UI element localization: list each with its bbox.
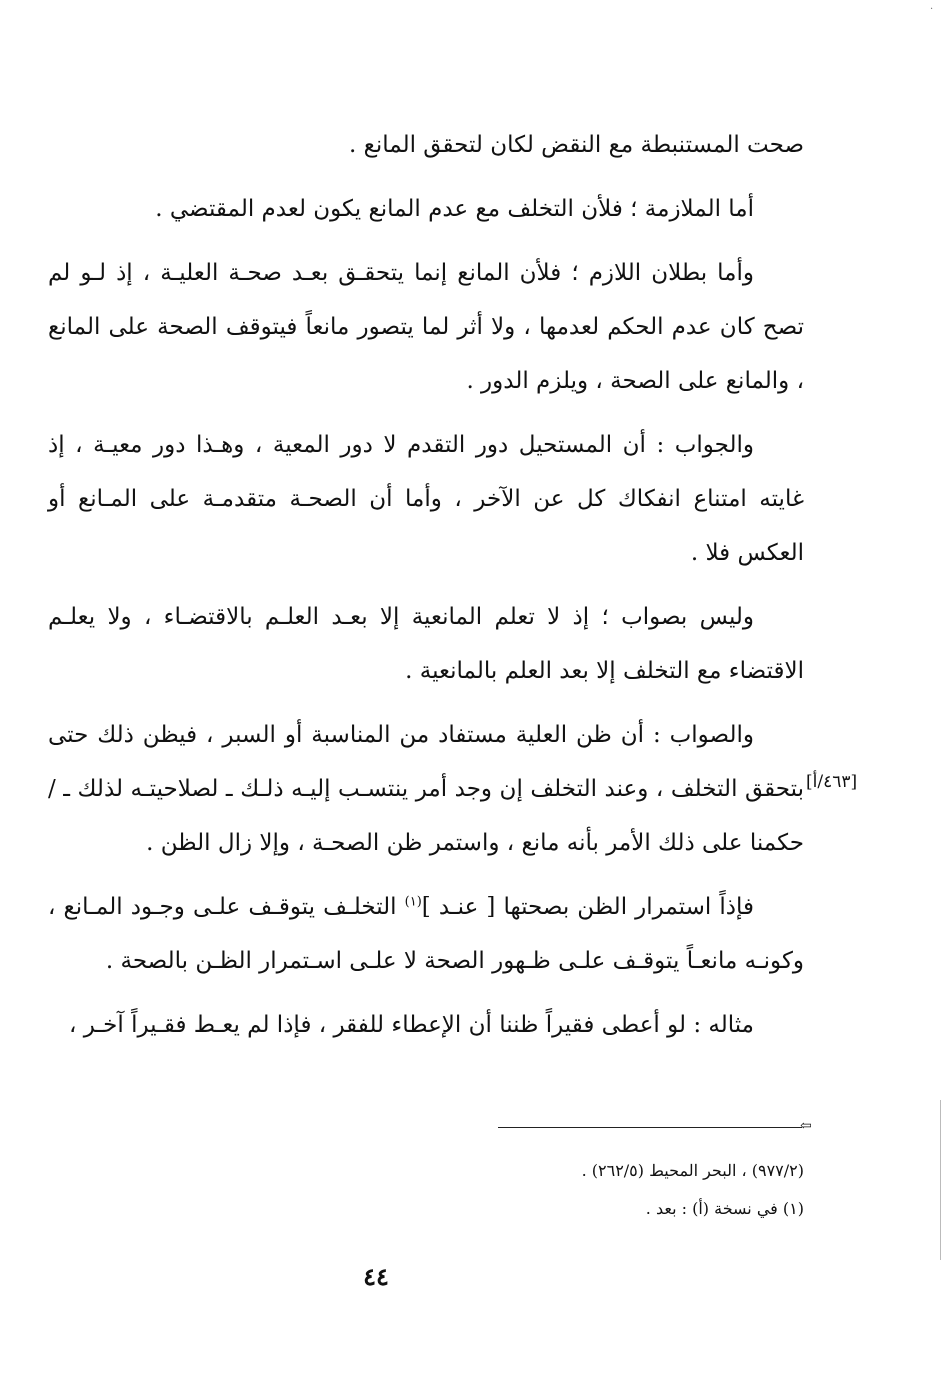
page-number: ٤٤ xyxy=(363,1262,389,1291)
paragraph-6: والصواب : أن ظن العلية مستفاد من المناسبة أو السبر ، فيظن ذلك حتى بتحقق التخلف ، وعند التخلف إن وجد أمر ينتسـب إليـه ذلـك ـ لصلاحيتـه لذلك ـ / حكمنا على ذلك الأمر بأنه مانع ، واستمر ظن الصحـة ، وإلا زال الظن . xyxy=(48,722,804,856)
arrow-left-icon: ⇦ xyxy=(800,1118,812,1134)
footnote-continued: (٩٧٧/٢) ، البحر المحيط (٢٦٢/٥) . xyxy=(581,1161,804,1180)
paragraph-2: أما الملازمة ؛ فلأن التخلف مع عدم المانع يكون لعدم المقتضي . xyxy=(155,196,754,222)
paragraph-5: وليس بصواب ؛ إذ لا تعلم المانعية إلا بعـد العلـم بالاقتضـاء ، ولا يعلـم الاقتضاء مع التخلف إلا بعد العلم بالمانعية . xyxy=(48,604,804,684)
footnote-marker[interactable]: (١) xyxy=(404,894,422,910)
footnote-separator xyxy=(498,1127,802,1128)
footnote-1: (١) في نسخة (أ) : بعد . xyxy=(645,1199,804,1218)
scan-edge xyxy=(940,1100,941,1260)
main-text xyxy=(48,118,804,1062)
paragraph-7 xyxy=(48,880,804,988)
paragraph-4: والجواب : أن المستحيل دور التقدم لا دور المعية ، وهـذا دور معيـة ، إذ غايته امتناع انفكاك كل عن الآخر ، وأما أن الصحـة متقدمـة على المـانع أو العكس فلا . xyxy=(48,432,804,566)
paragraph-8: مثاله : لو أعطى فقيراً ظننا أن الإعطاء للفقر ، فإذا لم يعـط فقـيراً آخـر ، xyxy=(69,1012,754,1038)
paragraph-7-before: فإذاً استمرار الظن بصحتها [ عنـد ] xyxy=(421,894,754,920)
manuscript-folio-reference: [٤٦٣/أ] xyxy=(806,772,858,792)
scan-mark: · xyxy=(930,4,934,15)
paragraph-3: وأما بطلان اللازم ؛ فلأن المانع إنما يتحقـق بعـد صحـة العليـة ، إذ لـو لم تصح كان عدم الحكم لعدمها ، ولا أثر لما يتصور مانعاً فيتوقف الصحة على المانع ، والمانع على الصحة ، ويلزم الدور . xyxy=(48,260,804,394)
footnotes xyxy=(300,1152,804,1228)
paragraph-7-after: التخلـف يتوقـف علـى وجـود المـانع ، وكونـه مانعـاً يتوقـف علـى ظـهور الصحة لا علـى اسـتمرار الظـن بالصحة . xyxy=(48,894,804,974)
paragraph-1: صحت المستنبطة مع النقض لكان لتحقق المانع . xyxy=(349,132,804,158)
